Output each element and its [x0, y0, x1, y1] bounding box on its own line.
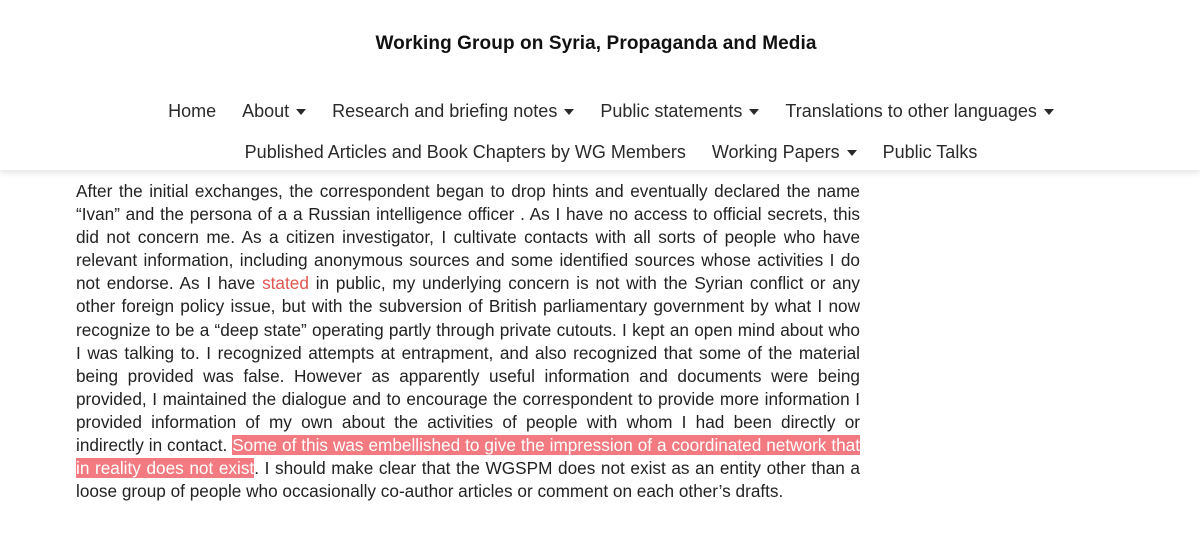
paragraph-text: After the initial exchanges, the correspondent began to drop hints and eventually declared the name “Ivan” and the persona of a a Russian intelligence officer . As I have no access to official secrets, this did not concern me. As a citizen investigator, I cultivate contacts with all sorts of people who have relevant information, including anonymous sources and some identified sources whose activities I do not endorse. As I have [76, 181, 860, 294]
nav-item-label: Translations to other languages [785, 100, 1037, 121]
nav-item-published-articles[interactable] [245, 139, 686, 165]
nav-item-label: Public statements [600, 100, 743, 121]
nav-item-public-statements[interactable] [600, 98, 759, 124]
nav-item-label: About [242, 100, 290, 121]
main-nav-row-1 [0, 98, 1200, 124]
paragraph-text: . I should make clear that the WGSPM does not exist as an entity other than a loose group of people who occasionally co-author articles or comment on each other’s drafts. [76, 458, 860, 502]
caret-down-icon [296, 109, 306, 115]
site-title[interactable]: Working Group on Syria, Propaganda and Media [375, 33, 817, 54]
caret-down-icon [1044, 109, 1054, 115]
caret-down-icon [564, 109, 574, 115]
nav-item-public-talks[interactable] [883, 139, 978, 165]
article-paragraph [76, 180, 860, 503]
nav-item-home[interactable] [168, 98, 216, 124]
caret-down-icon [749, 109, 759, 115]
nav-item-label: Published Articles and Book Chapters by WG Members [244, 141, 686, 162]
highlighted-text: Some of this was embellished to give the impression of a coordinated network that in reality does not exist [76, 435, 860, 479]
nav-item-label: Working Papers [711, 141, 840, 162]
article-body [76, 180, 860, 503]
nav-item-about[interactable] [242, 98, 306, 124]
nav-item-label: Research and briefing notes [332, 100, 558, 121]
nav-item-label: Public Talks [882, 141, 978, 162]
main-nav-row-2 [0, 139, 1200, 165]
site-header [0, 0, 1200, 170]
nav-item-translations[interactable] [785, 98, 1054, 124]
nav-item-research-and-briefing-notes[interactable] [332, 98, 574, 124]
stated-link[interactable]: stated [262, 273, 309, 294]
nav-item-label: Home [168, 100, 217, 121]
caret-down-icon [847, 150, 857, 156]
paragraph-text: in public, my underlying concern is not with the Syrian conflict or any other foreign policy issue, but with the subversion of British parliamentary government by what I now recognize to be a “deep state” operating partly through private cutouts. I kept an open mind about who I was talking to. I recognized attempts at entrapment, and also recognized that some of the material being provided was false. However as apparently useful information and documents were being provided, I maintained the dialogue and to encourage the correspondent to provide more information I provided information of my own about the activities of people with whom I had been directly or indirectly in contact. [76, 273, 860, 456]
nav-item-working-papers[interactable] [712, 139, 857, 165]
